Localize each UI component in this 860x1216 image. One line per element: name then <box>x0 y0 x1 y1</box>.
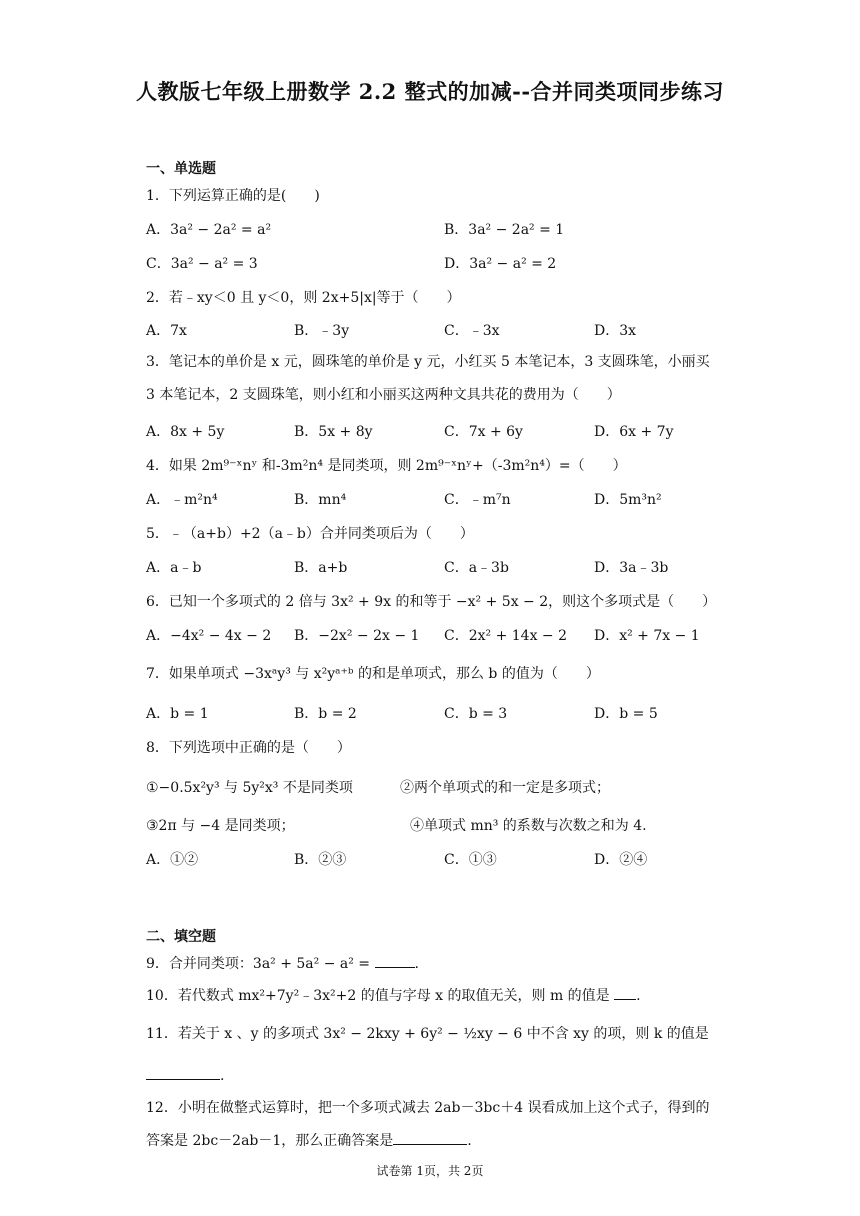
question-9 <box>146 954 419 974</box>
question-12-end: . <box>467 1133 472 1149</box>
question-2-option-d: D．3x <box>594 323 637 339</box>
question-6-stem: 6．已知一个多项式的 2 倍与 3x² + 9x 的和等于 −x² + 5x − 2，则这个多项式是（ ） <box>146 594 717 610</box>
question-10-answer-blank <box>614 999 636 1000</box>
question-1-option-d: D．3a² − a² = 2 <box>444 256 557 272</box>
question-6-option-a: A．−4x² − 4x − 2 <box>146 628 272 644</box>
question-7-option-c: C．b = 3 <box>444 706 508 722</box>
question-11-answer-line <box>146 1066 224 1086</box>
question-6-option-d: D．x² + 7x − 1 <box>594 628 700 644</box>
question-1-option-a: A．3a² − 2a² = a² <box>146 222 272 238</box>
question-5-option-a: A．a﹣b <box>146 560 202 576</box>
question-7-option-d: D．b = 5 <box>594 706 658 722</box>
question-3-option-d: D．6x + 7y <box>594 424 674 440</box>
question-2-option-b: B．﹣3y <box>294 323 350 339</box>
question-8-option-a: A．①② <box>146 852 199 868</box>
question-3-option-c: C．7x + 6y <box>444 424 523 440</box>
question-2-stem: 2．若﹣xy＜0 且 y＜0，则 2x+5|x|等于（ ） <box>146 290 461 306</box>
question-1-stem: 1．下列运算正确的是( ) <box>146 188 320 204</box>
question-2-option-a: A．7x <box>146 323 187 339</box>
question-7-option-b: B．b = 2 <box>294 706 357 722</box>
question-8-statement-1: ①−0.5x²y³ 与 5y²x³ 不是同类项 <box>146 780 353 796</box>
question-8-option-d: D．②④ <box>594 852 648 868</box>
question-4-option-b: B．mn⁴ <box>294 492 347 508</box>
question-4-stem: 4．如果 2m⁹⁻ˣnʸ 和-3m²n⁴ 是同类项，则 2m⁹⁻ˣnʸ+（-3m²n⁴）=（ ） <box>146 458 627 474</box>
question-9-end: . <box>414 956 419 972</box>
question-3-option-b: B．5x + 8y <box>294 424 373 440</box>
question-9-stem: 9．合并同类项：3a² + 5a² − a² = <box>146 956 371 972</box>
question-12-answer-blank <box>393 1144 467 1145</box>
question-8-option-b: B．②③ <box>294 852 347 868</box>
question-11-end: . <box>220 1068 225 1084</box>
question-8-option-c: C．①③ <box>444 852 497 868</box>
question-5-option-c: C．a﹣3b <box>444 560 509 576</box>
question-3-option-a: A．8x + 5y <box>146 424 225 440</box>
question-8-statement-2: ②两个单项式的和一定是多项式； <box>400 780 610 796</box>
question-8-stem: 8．下列选项中正确的是（ ） <box>146 740 351 756</box>
question-12 <box>146 1092 716 1158</box>
question-5-stem: 5．﹣（a+b）+2（a﹣b）合并同类项后为（ ） <box>146 526 474 542</box>
question-5-option-b: B．a+b <box>294 560 348 576</box>
question-8-statement-3: ③2π 与 −4 是同类项； <box>146 818 295 834</box>
question-6-option-b: B．−2x² − 2x − 1 <box>294 628 420 644</box>
question-7-option-a: A．b = 1 <box>146 706 209 722</box>
question-9-answer-blank <box>375 967 415 968</box>
question-12-stem: 12．小明在做整式运算时，把一个多项式减去 2ab－3bc＋4 误看成加上这个式子，得到的答案是 2bc－2ab－1，那么正确答案是 <box>146 1100 710 1149</box>
page-title: 人教版七年级上册数学 2.2 整式的加减--合并同类项同步练习 <box>135 79 725 104</box>
section-single-choice: 一、单选题 <box>146 161 216 177</box>
question-4-option-c: C．﹣m⁷n <box>444 492 511 508</box>
question-5-option-d: D．3a﹣3b <box>594 560 669 576</box>
question-1-option-c: C．3a² − a² = 3 <box>146 256 258 272</box>
question-3-stem: 3．笔记本的单价是 x 元，圆珠笔的单价是 y 元，小红买 5 本笔记本，3 支圆珠笔，小丽买 3 本笔记本，2 支圆珠笔，则小红和小丽买这两种文具共花的费用为（ ） <box>146 354 710 403</box>
question-10-end: . <box>636 988 641 1004</box>
question-7-stem: 7．如果单项式 −3xᵃy³ 与 x²yᵃ⁺ᵇ 的和是单项式，那么 b 的值为（ ） <box>146 666 600 682</box>
question-11-answer-blank <box>146 1079 220 1080</box>
question-4-option-d: D．5m³n² <box>594 492 662 508</box>
question-10-stem: 10．若代数式 mx²+7y²﹣3x²+2 的值与字母 x 的取值无关，则 m 的值是 <box>146 988 610 1004</box>
question-1-option-b: B．3a² − 2a² = 1 <box>444 222 565 238</box>
question-6-option-c: C．2x² + 14x − 2 <box>444 628 568 644</box>
page-footer: 试卷第 1页，共 2页 <box>376 1164 484 1178</box>
question-2-option-c: C．﹣3x <box>444 323 500 339</box>
question-8-statement-4: ④单项式 mn³ 的系数与次数之和为 4. <box>410 818 647 834</box>
question-10 <box>146 986 641 1006</box>
section-fill-blank: 二、填空题 <box>146 929 216 945</box>
question-4-option-a: A．﹣m²n⁴ <box>146 492 218 508</box>
question-11-stem: 11．若关于 x 、y 的多项式 3x² − 2kxy + 6y² − ½xy − 6 中不含 xy 的项，则 k 的值是 <box>146 1026 709 1042</box>
